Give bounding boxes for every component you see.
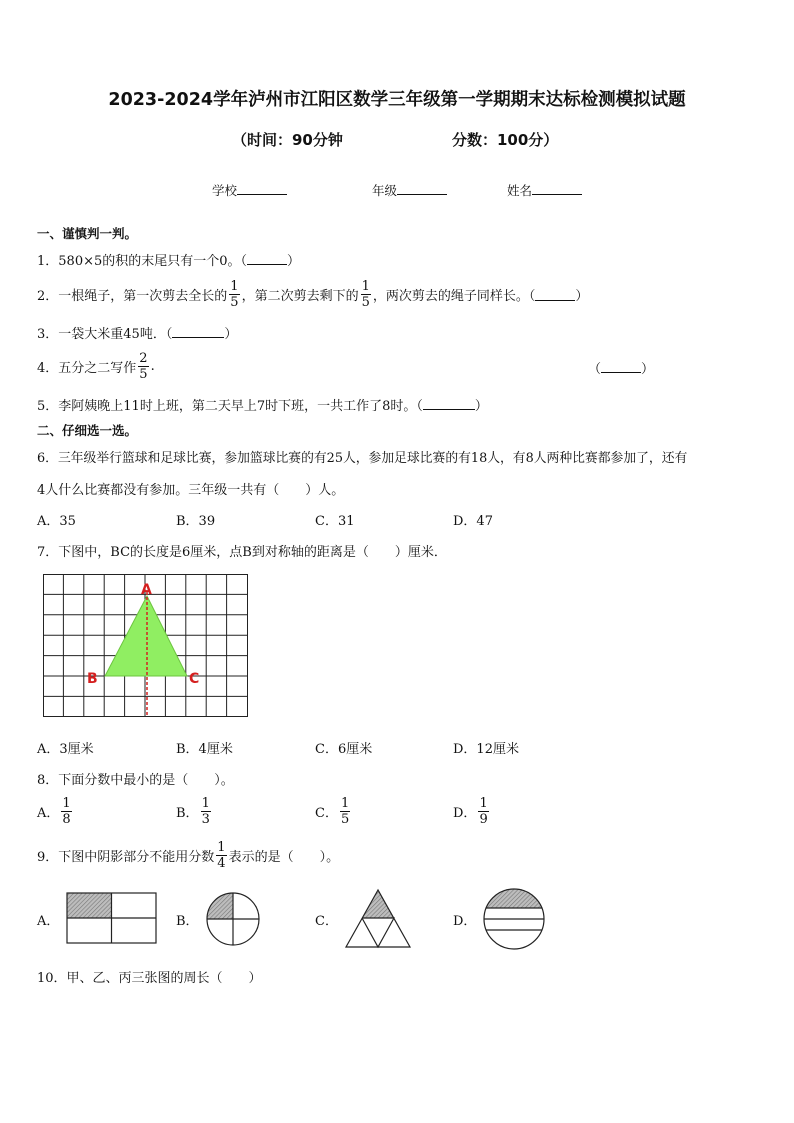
answer-blank-4[interactable] <box>601 360 641 373</box>
answer-blank-3[interactable] <box>172 325 224 338</box>
school-blank[interactable] <box>237 182 287 195</box>
fraction-denominator: 5 <box>361 294 370 310</box>
fraction-one-fifth <box>361 279 371 310</box>
time-label: （时间：90分钟 <box>232 131 343 149</box>
fraction-numerator: 2 <box>139 350 148 366</box>
page-title: 2023-2024学年泸州市江阳区数学三年级第一学期期末达标检测模拟试题 <box>108 90 686 110</box>
q7-option-d[interactable]: D．12厘米 <box>453 742 519 757</box>
q9-option-a[interactable]: A． <box>37 914 60 929</box>
question-2 <box>37 276 588 312</box>
section-1-heading: 一、谨慎判一判。 <box>37 226 138 241</box>
question-8: 8．下面分数中最小的是（ ）。 <box>37 773 234 788</box>
fraction-numerator: 1 <box>201 796 210 811</box>
q9-option-d[interactable]: D． <box>453 914 477 929</box>
grade-label: 年级 <box>372 183 398 198</box>
question-10: 10．甲、乙、丙三张图的周长（ ） <box>37 971 262 986</box>
q9-option-b[interactable]: B． <box>176 914 199 929</box>
fraction-denominator: 8 <box>62 812 71 827</box>
q6-option-a[interactable]: A．35 <box>37 514 76 529</box>
question-5-end: ） <box>474 399 488 414</box>
q9-option-c[interactable]: C． <box>315 914 338 929</box>
fraction-numerator: 1 <box>230 278 239 294</box>
fraction-one-third <box>201 796 211 827</box>
fraction-denominator: 5 <box>230 294 239 310</box>
question-6-line-1: 6．三年级举行篮球和足球比赛，参加篮球比赛的有25人，参加足球比赛的有18人，有8人两种比赛都参加了，还有 <box>37 451 688 466</box>
paren-close: ） <box>641 362 655 377</box>
name-field[interactable] <box>507 181 582 199</box>
fraction-one-quarter <box>216 840 226 871</box>
label-c: C <box>189 671 200 687</box>
question-2-part-a: 2．一根绳子，第一次剪去全长的 <box>37 288 228 304</box>
grade-blank[interactable] <box>397 182 447 195</box>
rectangle-quarter-shaded-figure <box>66 892 158 946</box>
circle-strips-figure <box>481 888 547 950</box>
q8-option-b[interactable] <box>176 796 213 827</box>
triangle-quarter-shaded-figure <box>344 888 412 950</box>
label-b: B <box>87 671 98 687</box>
question-5-text: 5．李阿姨晚上11时上班，第二天早上7时下班，一共工作了8时。（ <box>37 399 423 414</box>
q7-option-c[interactable]: C．6厘米 <box>315 742 373 757</box>
question-9 <box>37 837 339 873</box>
label-a: A <box>141 582 152 598</box>
option-letter: C． <box>315 806 338 821</box>
fraction-one-fifth <box>340 796 350 827</box>
q7-option-a[interactable]: A．3厘米 <box>37 742 94 757</box>
question-6-line-2: 4人什么比赛都没有参加。三年级一共有（ ）人。 <box>37 483 345 498</box>
name-label: 姓名 <box>507 183 533 198</box>
question-7: 7．下图中，BC的长度是6厘米，点B到对称轴的距离是（ ）厘米． <box>37 545 447 560</box>
q8-option-c[interactable] <box>315 796 352 827</box>
question-4-text: 4．五分之二写作 <box>37 360 137 376</box>
fraction-numerator: 1 <box>217 839 226 855</box>
school-field[interactable] <box>212 181 287 199</box>
question-1-text: 1．580×5的积的末尾只有一个0。（ <box>37 254 248 269</box>
paren-open: （ <box>588 362 602 377</box>
name-blank[interactable] <box>532 182 582 195</box>
option-letter: B． <box>176 806 199 821</box>
question-9-part-a: 9．下图中阴影部分不能用分数 <box>37 849 215 865</box>
question-9-part-b: 表示的是（ ）。 <box>228 849 340 865</box>
q6-option-b[interactable]: B．39 <box>176 514 216 529</box>
fraction-one-ninth <box>478 796 488 827</box>
answer-blank-1[interactable] <box>247 252 287 265</box>
option-letter: D． <box>453 806 477 821</box>
fraction-numerator: 1 <box>479 796 488 811</box>
triangle-grid-figure <box>43 574 251 720</box>
fraction-denominator: 3 <box>201 812 210 827</box>
fraction-numerator: 1 <box>361 278 370 294</box>
fraction-one-fifth <box>229 279 239 310</box>
q6-option-d[interactable]: D．47 <box>453 514 493 529</box>
circle-quarter-shaded-figure <box>204 890 262 948</box>
question-5 <box>37 395 488 414</box>
fraction-denominator: 5 <box>139 366 148 382</box>
fraction-denominator: 5 <box>340 812 350 827</box>
fraction-denominator: 4 <box>217 855 226 871</box>
question-3 <box>37 323 237 342</box>
question-3-text: 3．一袋大米重45吨．（ <box>37 327 173 342</box>
option-letter: A． <box>37 806 60 821</box>
question-1 <box>37 250 300 269</box>
fraction-denominator: 9 <box>479 812 488 827</box>
q8-option-a[interactable] <box>37 796 74 827</box>
section-2-heading: 二、仔细选一选。 <box>37 423 138 438</box>
question-2-end: ） <box>575 288 589 304</box>
question-3-end: ） <box>224 327 238 342</box>
school-label: 学校 <box>212 183 238 198</box>
fraction-two-fifths <box>138 351 148 382</box>
q7-option-b[interactable]: B．4厘米 <box>176 742 233 757</box>
question-4-period: . <box>150 358 155 374</box>
q8-option-d[interactable] <box>453 796 491 827</box>
question-1-end: ） <box>287 254 301 269</box>
question-4 <box>37 348 155 384</box>
question-2-part-b: ，第二次剪去剩下的 <box>241 288 359 304</box>
fraction-numerator: 1 <box>340 796 350 811</box>
score-label: 分数：100分） <box>452 131 559 149</box>
question-4-answer <box>588 358 654 377</box>
fraction-one-eighth <box>61 796 71 827</box>
grade-field[interactable] <box>372 181 447 199</box>
question-2-part-c: ，两次剪去的绳子同样长。（ <box>372 288 536 304</box>
q6-option-c[interactable]: C．31 <box>315 514 355 529</box>
answer-blank-5[interactable] <box>423 397 475 410</box>
answer-blank-2[interactable] <box>535 288 575 301</box>
fraction-numerator: 1 <box>62 796 71 811</box>
green-triangle <box>105 596 187 676</box>
